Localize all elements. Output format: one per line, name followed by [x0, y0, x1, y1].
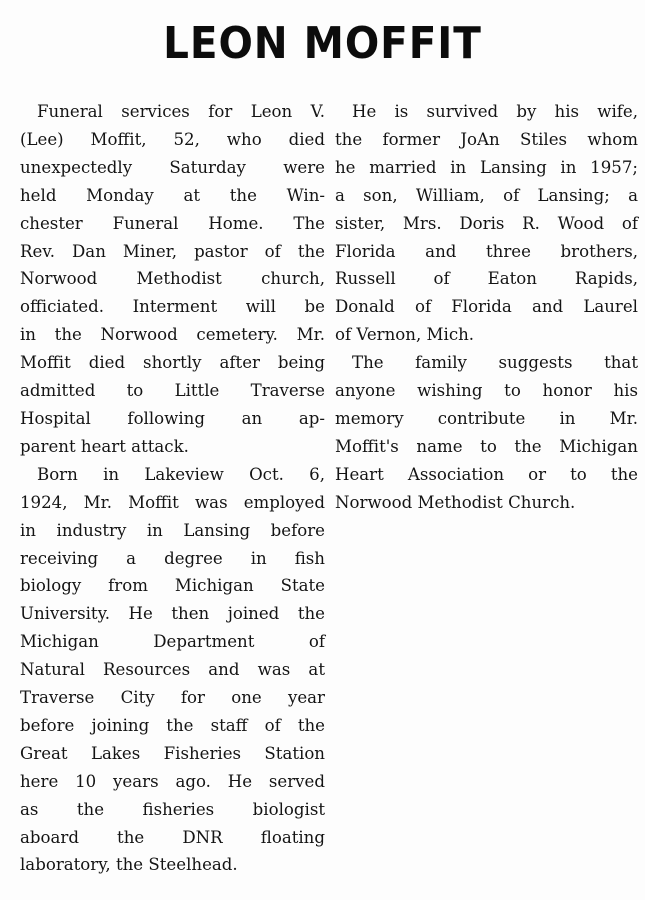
text-line: admitted to Little Traverse [20, 381, 325, 401]
text-line: Florida and three brothers, [335, 241, 638, 261]
paragraph-services [20, 98, 325, 461]
paragraph-memorial [335, 349, 638, 516]
text-line: Great Lakes Fisheries Station [20, 743, 325, 763]
text-line: (Lee) Moffit, 52, who died [20, 129, 325, 149]
text-line: Hospital following an ap- [20, 408, 325, 428]
text-line: officiated. Interment will be [20, 297, 325, 317]
paragraph-biography [20, 461, 325, 880]
right-column [335, 98, 638, 517]
text-line: Donald of Florida and Laurel [335, 297, 638, 317]
text-line: Michigan Department of [20, 632, 325, 652]
text-line: Funeral services for Leon V. [37, 102, 325, 121]
left-column [20, 98, 325, 879]
text-line: University. He then joined the [20, 604, 325, 624]
text-line: unexpectedly Saturday were [20, 157, 325, 177]
text-line: The family suggests that [352, 353, 638, 373]
text-line: a son, William, of Lansing; a [335, 185, 638, 205]
text-line: laboratory, the Steelhead. [20, 855, 238, 875]
text-line: Natural Resources and was at [20, 660, 325, 680]
text-line: before joining the staff of the [20, 715, 325, 735]
paragraph-survivors [335, 98, 638, 349]
text-line: here 10 years ago. He served [20, 771, 325, 791]
text-line: Traverse City for one year [20, 688, 325, 708]
text-line: Moffit's name to the Michigan [335, 436, 638, 456]
text-line: 1924, Mr. Moffit was employed [20, 492, 325, 512]
text-line: Heart Association or to the [335, 464, 638, 484]
text-line: as the fisheries biologist [20, 799, 325, 819]
text-line: biology from Michigan State [20, 576, 325, 596]
text-line: in industry in Lansing before [20, 520, 325, 540]
text-line: anyone wishing to honor his [335, 381, 638, 401]
headline: LEON MOFFIT [163, 18, 482, 69]
text-line: Rev. Dan Miner, pastor of the [20, 241, 325, 261]
text-line: He is survived by his wife, [352, 102, 638, 121]
text-line: of Vernon, Mich. [335, 325, 475, 345]
text-line: aboard the DNR floating [20, 827, 325, 847]
text-line: he married in Lansing in 1957; [335, 157, 638, 177]
text-line: Born in Lakeview Oct. 6, [37, 464, 325, 484]
text-line: sister, Mrs. Doris R. Wood of [335, 213, 638, 233]
text-line: parent heart attack. [20, 436, 189, 456]
text-line: in the Norwood cemetery. Mr. [20, 325, 325, 345]
text-line: Norwood Methodist church, [20, 269, 325, 289]
text-line: held Monday at the Win- [20, 185, 325, 205]
text-line: Russell of Eaton Rapids, [335, 269, 638, 289]
text-line: Norwood Methodist Church. [335, 492, 576, 512]
text-line: Moffit died shortly after being [20, 353, 325, 373]
text-line: memory contribute in Mr. [335, 408, 638, 428]
text-line: chester Funeral Home. The [20, 213, 325, 233]
text-line: receiving a degree in fish [20, 548, 325, 568]
text-line: the former JoAn Stiles whom [335, 129, 638, 149]
